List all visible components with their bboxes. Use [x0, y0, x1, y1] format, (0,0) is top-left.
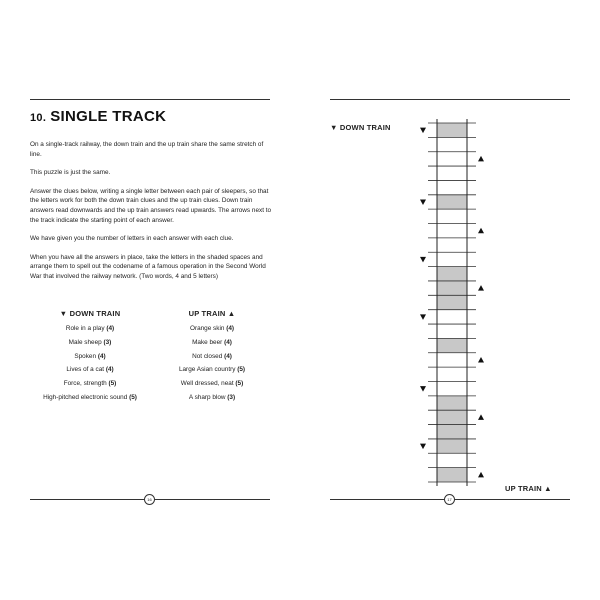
shaded-space: [437, 410, 467, 424]
shaded-space: [437, 295, 467, 309]
down-clue: Lives of a cat (4): [66, 366, 114, 374]
shaded-space: [437, 396, 467, 410]
up-clue: Not closed (4): [192, 352, 232, 360]
down-arrow-icon: [420, 444, 426, 450]
puzzle-number: 10.: [30, 112, 47, 124]
down-train-label: ▼ DOWN TRAIN: [330, 123, 391, 132]
down-arrow-icon: [420, 128, 426, 133]
left-page-number: 16: [144, 494, 155, 505]
up-arrow-icon: [478, 228, 484, 234]
shaded-space: [437, 267, 467, 281]
down-train-heading: ▼ DOWN TRAIN: [59, 309, 121, 318]
up-clue: Orange skin (4): [189, 325, 235, 332]
up-clue: Make beer (4): [192, 338, 232, 346]
up-train-label: UP TRAIN ▲: [505, 484, 552, 493]
down-clue: Force, strength (5): [63, 380, 117, 388]
down-arrow-icon: [420, 314, 426, 320]
shaded-space: [437, 338, 467, 352]
down-clue: Male sheep (3): [68, 338, 112, 346]
paragraph: This puzzle is just the same.: [30, 169, 111, 177]
puzzle-title: SINGLE TRACK: [50, 108, 167, 125]
shaded-space: [437, 425, 467, 439]
paragraph: Answer the clues below, writing a single letter between each pair of sleepers, so that the letters work for both the down train clues and the up train clues. Down train answers read downwards and the up train answers read upwards. The arrows next to the track indicate the starting point of each answer.: [30, 187, 272, 224]
paragraph: When you have all the answers in place, take the letters in the shaded spaces and arrange them to spell out the codename of a famous operation in the Second World War that involved the railway network. (Two words, 4 and 5 letters): [30, 253, 266, 280]
down-arrow-icon: [420, 199, 426, 205]
shaded-space: [437, 439, 467, 453]
shaded-space: [437, 195, 467, 209]
up-clue: Well dressed, neat (5): [180, 380, 244, 388]
down-arrow-icon: [420, 386, 426, 392]
up-arrow-icon: [478, 156, 484, 162]
shaded-space: [437, 281, 467, 295]
up-clue: A sharp blow (3): [188, 393, 236, 401]
shaded-space: [437, 468, 467, 482]
up-arrow-icon: [478, 285, 484, 291]
paragraph: We have given you the number of letters in each answer with each clue.: [30, 235, 234, 243]
down-clue: Spoken (4): [74, 352, 106, 360]
up-arrow-icon: [478, 357, 484, 363]
paragraph: On a single-track railway, the down train and the up train share the same stretch of line.: [30, 141, 264, 158]
up-arrow-icon: [478, 472, 484, 478]
down-arrow-icon: [420, 257, 426, 263]
right-page-number: 17: [444, 494, 455, 505]
up-clue: Large Asian country (5): [178, 366, 246, 374]
down-clue: High-pitched electronic sound (5): [43, 393, 137, 401]
shaded-space: [437, 123, 467, 137]
up-arrow-icon: [478, 414, 484, 420]
up-train-heading: UP TRAIN ▲: [188, 309, 236, 318]
down-clue: Role in a play (4): [65, 325, 115, 332]
